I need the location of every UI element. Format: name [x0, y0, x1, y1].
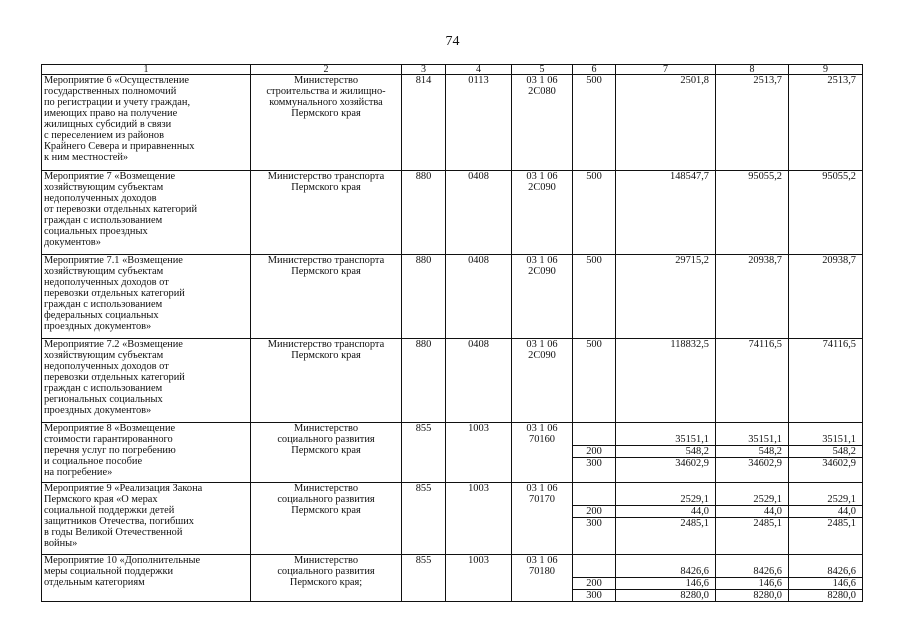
amount-cell — [716, 555, 789, 602]
amount-cell — [616, 555, 716, 602]
text-line: региональных социальных — [44, 394, 163, 405]
amount-value: 118832,5 — [670, 339, 709, 350]
text-line: Крайнего Севера и приравненных — [44, 141, 195, 152]
text-line: проездных документов» — [44, 321, 152, 332]
column-number: 5 — [512, 65, 573, 75]
text-line: Пермского края — [291, 108, 361, 119]
text-line: социального развития — [277, 434, 375, 445]
responsible-ministry — [251, 555, 402, 602]
responsible-ministry — [251, 171, 402, 255]
code-line: 03 1 06 — [526, 483, 558, 494]
amount-cell — [716, 483, 789, 555]
amount-value: 148547,7 — [670, 171, 709, 182]
code-line: 03 1 06 — [526, 75, 558, 86]
amount-value: 146,6 — [616, 578, 715, 590]
text-line: с переселением из районов — [44, 130, 164, 141]
amount-cell — [789, 75, 863, 171]
amount-cell — [616, 483, 716, 555]
text-line: коммунального хозяйства — [269, 97, 383, 108]
section-code: 1003 — [446, 555, 512, 602]
expense-type-value — [573, 494, 615, 506]
text-line: Министерство транспорта — [267, 255, 385, 266]
text-line: социального развития — [277, 494, 375, 505]
target-article-code — [512, 555, 573, 602]
column-number: 6 — [573, 65, 616, 75]
amount-value: 20938,7 — [748, 255, 782, 266]
amount-cell — [716, 75, 789, 171]
column-number: 4 — [446, 65, 512, 75]
amount-value: 34602,9 — [748, 458, 782, 469]
section-code: 0408 — [446, 171, 512, 255]
text-line: Министерство транспорта — [267, 339, 385, 350]
expense-type-value: 200 — [573, 506, 615, 518]
amount-value: 2529,1 — [716, 494, 788, 506]
expense-type-code — [573, 555, 616, 602]
responsible-ministry — [251, 339, 402, 423]
responsible-ministry — [251, 483, 402, 555]
text-line: перевозки отдельных категорий — [44, 288, 185, 299]
code-line: 03 1 06 — [526, 339, 558, 350]
expense-type-value: 500 — [586, 75, 602, 86]
text-line: строительства и жилищно- — [266, 86, 386, 97]
amount-value: 2513,7 — [827, 75, 856, 86]
amount-value: 35151,1 — [789, 434, 862, 446]
target-article-code — [512, 483, 573, 555]
amount-value: 35151,1 — [716, 434, 788, 446]
measure-description — [42, 255, 251, 339]
text-line: Мероприятие 9 «Реализация Закона — [44, 483, 203, 494]
amount-value: 2501,8 — [680, 75, 709, 86]
text-line: документов» — [44, 237, 101, 248]
measure-description — [42, 75, 251, 171]
expense-type-value — [573, 566, 615, 578]
text-line: Мероприятие 7 «Возмещение — [44, 171, 176, 182]
text-line: недополученных доходов от — [44, 277, 169, 288]
admin-code: 880 — [402, 339, 446, 423]
column-number: 9 — [789, 65, 863, 75]
amount-value: 8426,6 — [616, 566, 715, 578]
amount-value: 44,0 — [716, 506, 788, 518]
amount-cell — [716, 171, 789, 255]
amount-cell — [616, 339, 716, 423]
text-line: недополученных доходов от — [44, 361, 169, 372]
text-line: Пермского края — [291, 445, 361, 456]
target-article-code — [512, 339, 573, 423]
column-number: 7 — [616, 65, 716, 75]
code-line: 2С090 — [528, 266, 556, 277]
measure-description — [42, 483, 251, 555]
expense-type-value: 200 — [573, 446, 615, 458]
text-line: социальной поддержки детей — [44, 505, 175, 516]
amount-value: 29715,2 — [675, 255, 709, 266]
amount-value: 20938,7 — [822, 255, 856, 266]
code-line: 70180 — [529, 566, 555, 577]
amount-cell — [716, 339, 789, 423]
text-line: Пермского края; — [289, 577, 363, 588]
text-line: Министерство — [293, 483, 359, 494]
amount-cell — [716, 255, 789, 339]
table-row — [42, 483, 863, 555]
text-line: социального развития — [277, 566, 375, 577]
table-row — [42, 255, 863, 339]
text-line: граждан с использованием — [44, 299, 163, 310]
expense-type-value: 500 — [586, 255, 602, 266]
amount-cell — [616, 171, 716, 255]
section-code: 1003 — [446, 483, 512, 555]
measure-description — [42, 171, 251, 255]
table-body — [42, 65, 863, 602]
text-line: отдельным категориям — [44, 577, 145, 588]
code-line: 2С090 — [528, 350, 556, 361]
expense-type-value: 300 — [586, 518, 602, 529]
amount-value: 8280,0 — [827, 590, 856, 601]
amount-cell — [616, 423, 716, 483]
text-line: Мероприятие 7.2 «Возмещение — [44, 339, 183, 350]
amount-cell — [789, 483, 863, 555]
expense-type-value: 200 — [573, 578, 615, 590]
code-line: 03 1 06 — [526, 555, 558, 566]
measure-description — [42, 339, 251, 423]
text-line: граждан с использованием — [44, 383, 163, 394]
text-line: перевозки отдельных категорий — [44, 372, 185, 383]
amount-value: 74116,5 — [822, 339, 856, 350]
target-article-code — [512, 423, 573, 483]
column-number-row — [42, 65, 863, 75]
expense-type-code — [573, 171, 616, 255]
section-code: 0408 — [446, 255, 512, 339]
table-row — [42, 339, 863, 423]
table-row — [42, 555, 863, 602]
code-line: 70170 — [529, 494, 555, 505]
amount-value: 2485,1 — [680, 518, 709, 529]
admin-code: 855 — [402, 483, 446, 555]
amount-value: 548,2 — [616, 446, 715, 458]
expense-type-code — [573, 75, 616, 171]
amount-cell — [789, 171, 863, 255]
amount-cell — [716, 423, 789, 483]
text-line: Министерство — [293, 423, 359, 434]
column-number: 3 — [402, 65, 446, 75]
column-number: 1 — [42, 65, 251, 75]
text-line: Министерство — [293, 75, 359, 86]
code-line: 03 1 06 — [526, 255, 558, 266]
code-line: 03 1 06 — [526, 171, 558, 182]
code-line: 2С080 — [528, 86, 556, 97]
amount-value: 44,0 — [789, 506, 862, 518]
section-code: 1003 — [446, 423, 512, 483]
amount-cell — [789, 555, 863, 602]
admin-code: 855 — [402, 423, 446, 483]
section-code: 0113 — [446, 75, 512, 171]
text-line: Мероприятие 10 «Дополнительные — [44, 555, 201, 566]
expense-type-code — [573, 483, 616, 555]
code-line: 70160 — [529, 434, 555, 445]
text-line: Пермского края — [291, 182, 361, 193]
text-line: защитников Отечества, погибших — [44, 516, 195, 527]
code-line: 2С090 — [528, 182, 556, 193]
measure-description — [42, 555, 251, 602]
amount-value: 548,2 — [789, 446, 862, 458]
amount-value: 34602,9 — [822, 458, 856, 469]
admin-code: 880 — [402, 171, 446, 255]
expense-type-code — [573, 423, 616, 483]
text-line: от перевозки отдельных категорий — [44, 204, 198, 215]
text-line: недополученных доходов — [44, 193, 157, 204]
amount-value: 8426,6 — [716, 566, 788, 578]
text-line: жилищных субсидий в связи — [44, 119, 172, 130]
amount-value: 2529,1 — [789, 494, 862, 506]
target-article-code — [512, 255, 573, 339]
amount-value: 95055,2 — [748, 171, 782, 182]
measure-description — [42, 423, 251, 483]
responsible-ministry — [251, 423, 402, 483]
text-line: Пермского края — [291, 505, 361, 516]
text-line: Мероприятие 7.1 «Возмещение — [44, 255, 183, 266]
code-line: 03 1 06 — [526, 423, 558, 434]
text-line: к ним местностей» — [44, 152, 129, 163]
expense-type-code — [573, 255, 616, 339]
admin-code: 814 — [402, 75, 446, 171]
admin-code: 880 — [402, 255, 446, 339]
amount-cell — [616, 75, 716, 171]
text-line: Министерство — [293, 555, 359, 566]
amount-cell — [789, 423, 863, 483]
text-line: в годы Великой Отечественной — [44, 527, 183, 538]
text-line: граждан с использованием — [44, 215, 163, 226]
text-line: стоимости гарантированного — [44, 434, 173, 445]
amount-cell — [789, 255, 863, 339]
amount-value: 146,6 — [789, 578, 862, 590]
text-line: перечня услуг по погребению — [44, 445, 176, 456]
amount-value: 8280,0 — [753, 590, 782, 601]
table-row — [42, 423, 863, 483]
text-line: Пермского края — [291, 266, 361, 277]
amount-value: 35151,1 — [616, 434, 715, 446]
text-line: Пермского края — [291, 350, 361, 361]
expense-type-value: 300 — [586, 458, 602, 469]
text-line: хозяйствующим субъектам — [44, 350, 164, 361]
amount-value: 34602,9 — [675, 458, 709, 469]
expense-type-code — [573, 339, 616, 423]
amount-value: 2529,1 — [616, 494, 715, 506]
responsible-ministry — [251, 75, 402, 171]
text-line: войны» — [44, 538, 78, 549]
text-line: проездных документов» — [44, 405, 152, 416]
amount-cell — [616, 255, 716, 339]
text-line: и социальное пособие — [44, 456, 143, 467]
responsible-ministry — [251, 255, 402, 339]
text-line: меры социальной поддержки — [44, 566, 174, 577]
admin-code: 855 — [402, 555, 446, 602]
budget-table — [41, 64, 863, 602]
expense-type-value — [573, 434, 615, 446]
amount-value: 95055,2 — [822, 171, 856, 182]
amount-cell — [789, 339, 863, 423]
text-line: федеральных социальных — [44, 310, 159, 321]
column-number: 8 — [716, 65, 789, 75]
expense-type-value: 300 — [586, 590, 602, 601]
text-line: Министерство транспорта — [267, 171, 385, 182]
table-row — [42, 75, 863, 171]
amount-value: 74116,5 — [748, 339, 782, 350]
text-line: хозяйствующим субъектам — [44, 182, 164, 193]
text-line: на погребение» — [44, 467, 113, 478]
text-line: Пермского края «О мерах — [44, 494, 158, 505]
text-line: имеющих право на получение — [44, 108, 178, 119]
table-row — [42, 171, 863, 255]
target-article-code — [512, 75, 573, 171]
text-line: социальных проездных — [44, 226, 148, 237]
expense-type-value: 500 — [586, 339, 602, 350]
text-line: Мероприятие 8 «Возмещение — [44, 423, 176, 434]
amount-value: 8426,6 — [789, 566, 862, 578]
amount-value: 2485,1 — [827, 518, 856, 529]
target-article-code — [512, 171, 573, 255]
column-number: 2 — [251, 65, 402, 75]
text-line: Мероприятие 6 «Осуществление — [44, 75, 189, 86]
text-line: государственных полномочий — [44, 86, 177, 97]
amount-value: 44,0 — [616, 506, 715, 518]
amount-value: 2485,1 — [753, 518, 782, 529]
section-code: 0408 — [446, 339, 512, 423]
expense-type-value: 500 — [586, 171, 602, 182]
amount-value: 2513,7 — [753, 75, 782, 86]
text-line: хозяйствующим субъектам — [44, 266, 164, 277]
page-number: 74 — [445, 34, 460, 49]
amount-value: 146,6 — [716, 578, 788, 590]
amount-value: 548,2 — [716, 446, 788, 458]
amount-value: 8280,0 — [680, 590, 709, 601]
text-line: по регистрации и учету граждан, — [44, 97, 191, 108]
